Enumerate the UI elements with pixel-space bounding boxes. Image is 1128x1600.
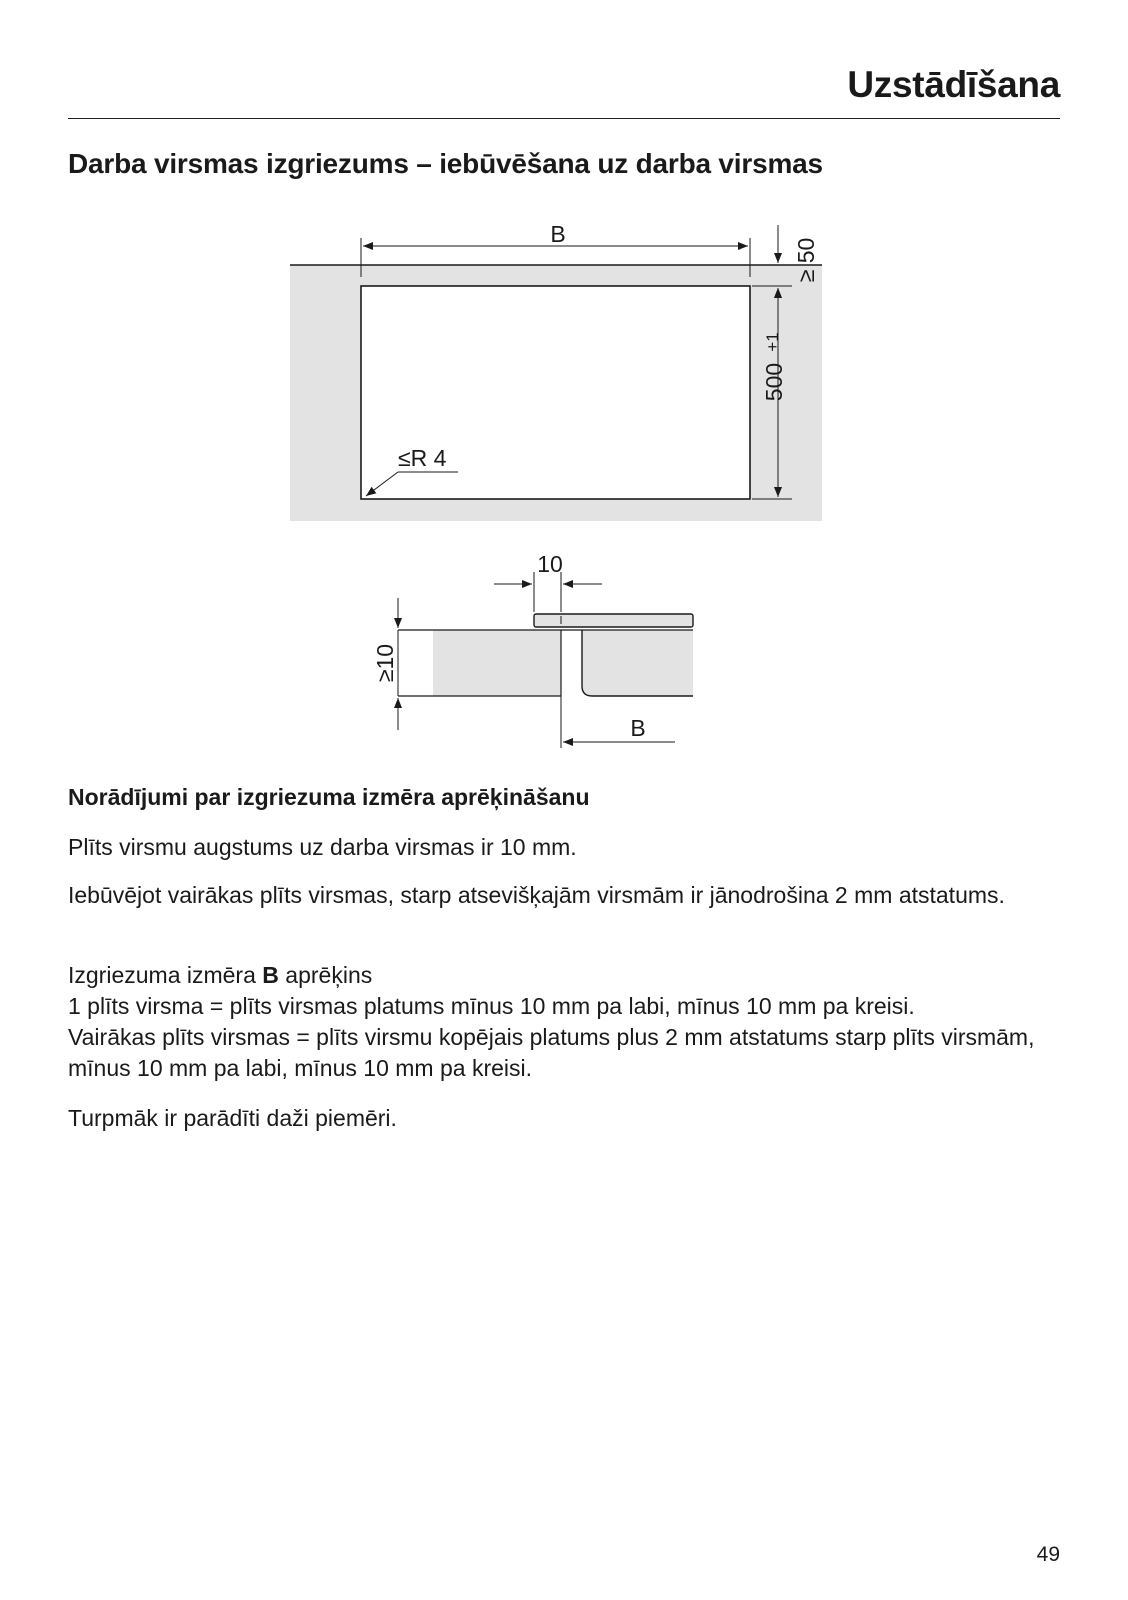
thickness-label: ≥10	[372, 643, 398, 683]
paragraph-examples: Turpmāk ir parādīti daži piemēri.	[68, 1105, 397, 1131]
hob-glass-top	[534, 614, 693, 627]
calculation-multiple: Vairākas plīts virsmas = plīts virsmu kopējais platums plus 2 mm atstatums starp plīts virsmām, mīnus 10 mm pa labi, mīnus 10 mm pa kreisi.	[68, 1024, 1035, 1081]
section-title: Uzstādīšana	[847, 64, 1060, 105]
depth-label: 500	[761, 362, 787, 402]
depth-tolerance: +1	[763, 332, 782, 352]
cutout-diagrams	[0, 0, 1128, 760]
radius-label: ≤R 4	[398, 445, 447, 471]
calculation-single: 1 plīts virsma = plīts virsmas platums mīnus 10 mm pa labi, mīnus 10 mm pa kreisi.	[68, 993, 915, 1019]
width-label: B	[550, 221, 566, 247]
calculation-intro-text: Izgriezuma izmēra	[68, 962, 263, 988]
side-section-diagram	[372, 551, 693, 748]
calculation-symbol: B	[262, 962, 279, 988]
paragraph-spacing: Iebūvējot vairākas plīts virsmas, starp atsevišķajām virsmām ir jānodrošina 2 mm atstatums.	[68, 882, 1005, 908]
worktop-section-right	[582, 630, 693, 696]
clearance-label: ≥ 50	[793, 237, 819, 283]
instructions-heading: Norādījumi par izgriezuma izmēra aprēķināšanu	[68, 784, 590, 810]
top-view-diagram	[290, 221, 822, 521]
calculation-intro-suffix: aprēķins	[278, 962, 373, 988]
calculation-intro	[68, 960, 1068, 991]
paragraph-calculation	[68, 960, 1068, 1084]
paragraph-height: Plīts virsmu augstums uz darba virsmas ir 10 mm.	[68, 834, 577, 860]
page-heading: Darba virsmas izgriezums – iebūvēšana uz darba virsmas	[68, 148, 823, 179]
overlap-label: 10	[537, 551, 563, 577]
worktop-section-left	[433, 630, 561, 696]
b-reference-label: B	[630, 715, 646, 741]
page-number: 49	[1036, 1543, 1060, 1566]
